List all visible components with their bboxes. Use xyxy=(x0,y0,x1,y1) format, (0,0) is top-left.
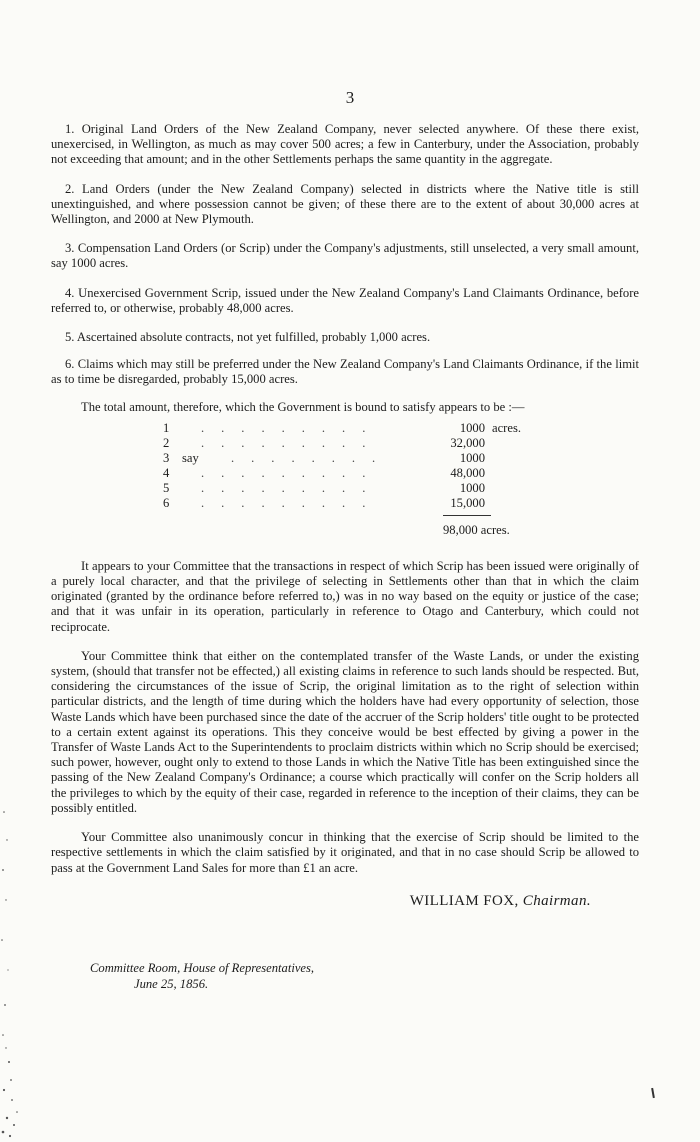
totals-row xyxy=(51,421,639,436)
grand-total: 98,000 acres. xyxy=(443,522,510,537)
body-paragraph-2: Your Committee think that either on the contemplated transfer of the Waste Lands, or under the existing system, (should that transfer not be effected,) all existing claims in reference to such lands should be respected. But, considering the circumstances of the issue of Scrip, the original limitation as to the right of selection within particular districts, and the length of time during which the holders have had every opportunity of selection, those Waste Lands which have been purchased since the date of the accruer of the Scrip holders' title ought to be protected to a certain extent against its operations. This they conceive would be best effected by giving a power in the Transfer of Waste Lands Act to the Superintendents to proclaim districts within which no Scrip should be exercised; such power, however, ought only to extend to those Lands in which the Native Title has been extinguished since the passing of the New Zealand Company's Ordinance; a course which practically will confer on the Scrip holders all the privileges to which by the equity of their case, regarded in reference to the inception of their claims, they can be possibly entitled. xyxy=(51,648,639,815)
totals-row xyxy=(51,496,639,511)
paragraph-item-6: 6. Claims which may still be preferred under the New Zealand Company's Land Claimants Ordinance, if the limit as to time be disregarded, probably 15,000 acres. xyxy=(51,357,639,387)
totals-row xyxy=(51,436,639,451)
body-paragraph-3: Your Committee also unanimously concur in thinking that the exercise of Scrip should be limited to the respective settlements in which the claim satisfied by it originated, and that in no case should Scrip be allowed to pass at the Government Land Sales for more than £1 an acre. xyxy=(51,830,639,875)
totals-row-number: 1 xyxy=(163,420,170,435)
paragraph-item-1: 1. Original Land Orders of the New Zealand Company, never selected anywhere. Of these there exist, unexercised, in Wellington, as much as may cover 500 acres; a few in Canterbury, under the Association, probably not exceeding that amount; and in the other Settlements perhaps the same quantity in the aggregate. xyxy=(51,122,639,167)
totals-row xyxy=(51,451,639,466)
leader-dots: ......... xyxy=(201,495,383,510)
totals-row-number: 5 xyxy=(163,480,170,495)
totals-row-number: 2 xyxy=(163,435,170,450)
totals-row-value: 32,000 xyxy=(450,435,485,450)
totals-row-value: 1000 xyxy=(459,420,485,435)
totals-row-value: 1000 xyxy=(459,480,485,495)
leader-dots: ........ xyxy=(231,450,393,465)
signature-role: Chairman. xyxy=(522,892,591,909)
totals-intro: The total amount, therefore, which the Government is bound to satisfy appears to be :— xyxy=(81,399,525,414)
document-body xyxy=(51,122,639,909)
totals-row-say: say xyxy=(182,450,199,465)
sum-rule xyxy=(443,515,491,516)
totals-row-number: 3 xyxy=(163,450,170,465)
leader-dots: ......... xyxy=(201,480,383,495)
signature-name: WILLIAM FOX, xyxy=(409,892,519,909)
paragraph-item-2: 2. Land Orders (under the New Zealand Company) selected in districts where the Native title is still unextinguished, and where possession cannot be given; of these there are to the extent of about 30,000 acres at Wellington, and 2000 at New Plymouth. xyxy=(51,181,639,227)
leader-dots: ......... xyxy=(201,420,383,435)
totals-row xyxy=(51,466,639,481)
footer-place: Committee Room, House of Representatives, xyxy=(90,961,315,975)
corner-mark xyxy=(651,1088,655,1098)
footer-date: June 25, 1856. xyxy=(134,977,209,991)
totals-row xyxy=(51,481,639,496)
paragraph-item-5: 5. Ascertained absolute contracts, not yet fulfilled, probably 1,000 acres. xyxy=(65,330,431,345)
paragraph-item-3: 3. Compensation Land Orders (or Scrip) under the Company's adjustments, still unselected, a very small amount, say 1000 acres. xyxy=(51,241,639,271)
leader-dots: ......... xyxy=(201,465,383,480)
body-paragraph-1: It appears to your Committee that the transactions in respect of which Scrip has been issued were originally of a purely local character, and that the privilege of selecting in Settlements other than that in which the claim originated (granted by the ordinance before referred to,) was in no way based on the equity or justice of the case; and that it was unfair in its operation, particularly in reference to Otago and Canterbury, which could not reciprocate. xyxy=(51,558,639,634)
paragraph-item-4: 4. Unexercised Government Scrip, issued under the New Zealand Company's Land Claimants Ordinance, before referred to, or otherwise, probably 48,000 acres. xyxy=(51,285,639,315)
totals-row-number: 4 xyxy=(163,465,170,480)
margin-speckle xyxy=(0,800,22,1140)
signature-line xyxy=(51,894,591,909)
totals-row-value: 15,000 xyxy=(450,495,485,510)
totals-row-unit: acres. xyxy=(492,420,522,435)
totals-table xyxy=(51,421,639,543)
page-number: 3 xyxy=(345,88,355,107)
totals-row-value: 48,000 xyxy=(450,465,485,480)
totals-row-value: 1000 xyxy=(459,450,485,465)
totals-row-number: 6 xyxy=(163,495,170,510)
leader-dots: ......... xyxy=(201,435,383,450)
footer-location xyxy=(90,960,314,992)
